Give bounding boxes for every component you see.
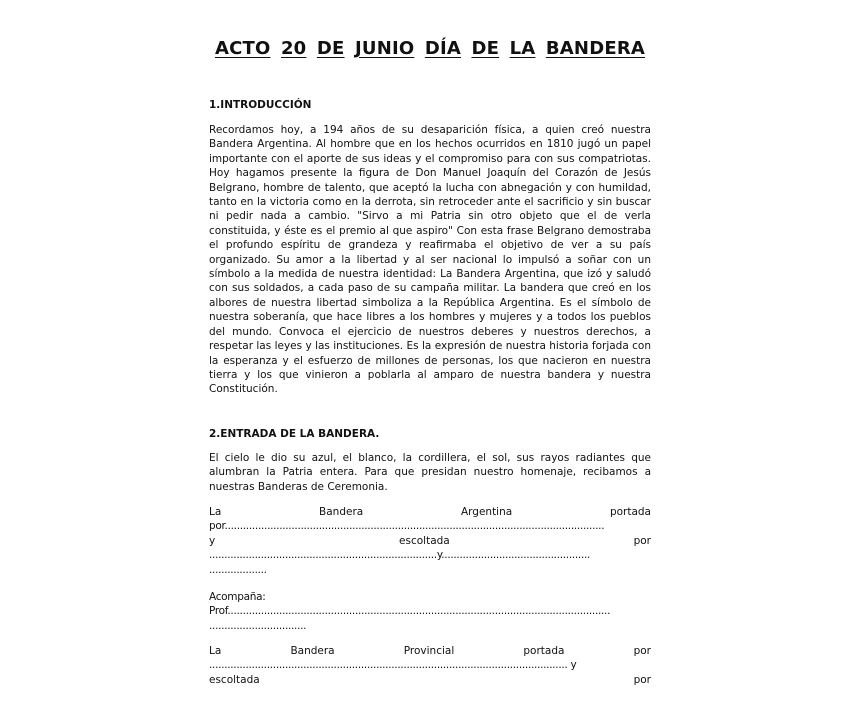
form-line bbox=[209, 505, 651, 519]
section1-paragraph: Recordamos hoy, a 194 años de su desaparición física, a quien creó nuestra Bandera Argentina. Al hombre que en los hechos ocurridos en 1810 jugó un papel importante con el aporte de sus ideas y el compromiso para con sus compatriotas. Hoy hagamos presente la figura de Don Manuel Joaquín del Corazón de Jesús Belgrano, hombre de talento, que aceptó la lucha con abnegación y con humildad, tanto en la victoria como en la derrota, sin retroceder ante el sacrificio y sin buscar ni pedir nada a cambio. "Sirvo a mi Patria sin otro objeto que el de verla constituida, y éste es el premio al que aspiro" Con esta frase Belgrano demostraba el profundo espíritu de grandeza y reafirmaba el objetivo de ver a su país organizado. Su amor a la libertad y al ser nacional lo impulsó a soñar con un símbolo a la medida de nuestra identidad: La Bandera Argentina, que izó y saludó con sus soldados, a cada paso de su campaña militar. La bandera que creó en los albores de nuestra libertad simboliza a la República Argentina. Es el símbolo de nuestra soberanía, que hace libres a los hombres y mujeres y a todos los pueblos del mundo. Convoca el ejercicio de nuestros deberes y nuestros derechos, a respetar las leyes y las instituciones. Es la expresión de nuestra historia forjada con la esperanza y el esfuerzo de millones de personas, los que nacieron en nuestra tierra y los que vinieron a poblarla al amparo de nuestra bandera y nuestra Constitución. bbox=[209, 124, 651, 396]
fill-line: Prof.............................................................................................................................. bbox=[209, 605, 611, 618]
fill-line: ...................................................................................................................... y bbox=[209, 659, 577, 672]
title-word: DÍA bbox=[424, 38, 462, 59]
fill-line: por............................................................................................................................. bbox=[209, 520, 605, 533]
form-word: La bbox=[209, 506, 222, 518]
form-line bbox=[209, 673, 651, 687]
section2-heading bbox=[209, 427, 651, 441]
form-word: por bbox=[633, 645, 651, 657]
form-word: escoltada bbox=[209, 673, 260, 686]
section1-heading bbox=[209, 98, 651, 112]
form-word: escoltada bbox=[399, 534, 450, 547]
title-word: ACTO bbox=[214, 38, 271, 59]
section2-heading-text: 2.ENTRADA DE LA BANDERA. bbox=[209, 428, 380, 440]
form-flag-argentina bbox=[209, 505, 651, 577]
form-word: portada bbox=[609, 506, 651, 518]
acompana-label: Acompaña: bbox=[209, 591, 266, 603]
title-word: BANDERA bbox=[545, 38, 646, 59]
fill-line: ................................ bbox=[209, 619, 307, 632]
form-line bbox=[209, 644, 651, 658]
form-acompana bbox=[209, 590, 651, 633]
form-word: Provincial bbox=[403, 645, 455, 657]
document-title bbox=[0, 38, 860, 59]
title-word: DE bbox=[471, 38, 500, 59]
form-word: La bbox=[209, 645, 222, 657]
form-word: Argentina bbox=[460, 506, 513, 518]
form-line bbox=[209, 534, 651, 548]
form-word: Bandera bbox=[319, 506, 364, 518]
form-word: portada bbox=[523, 645, 565, 657]
fill-line: ................... bbox=[209, 563, 267, 576]
form-word: y bbox=[209, 534, 216, 547]
form-word: Bandera bbox=[290, 645, 335, 657]
title-word: DE bbox=[316, 38, 345, 59]
title-word: LA bbox=[509, 38, 536, 59]
form-word: por bbox=[633, 534, 651, 547]
form-flag-provincial bbox=[209, 644, 651, 687]
form-word: por bbox=[633, 673, 651, 686]
fill-line: ...........................................................................y................................................. bbox=[209, 549, 591, 562]
title-word: JUNIO bbox=[354, 38, 415, 59]
section1-heading-text: 1.INTRODUCCIÓN bbox=[209, 99, 312, 111]
section2-paragraph: El cielo le dio su azul, el blanco, la cordillera, el sol, sus rayos radiantes que alumbran la Patria entera. Para que presidan nuestro homenaje, recibamos a nuestras Banderas de Ceremonia. bbox=[209, 452, 651, 493]
title-word: 20 bbox=[280, 38, 307, 59]
